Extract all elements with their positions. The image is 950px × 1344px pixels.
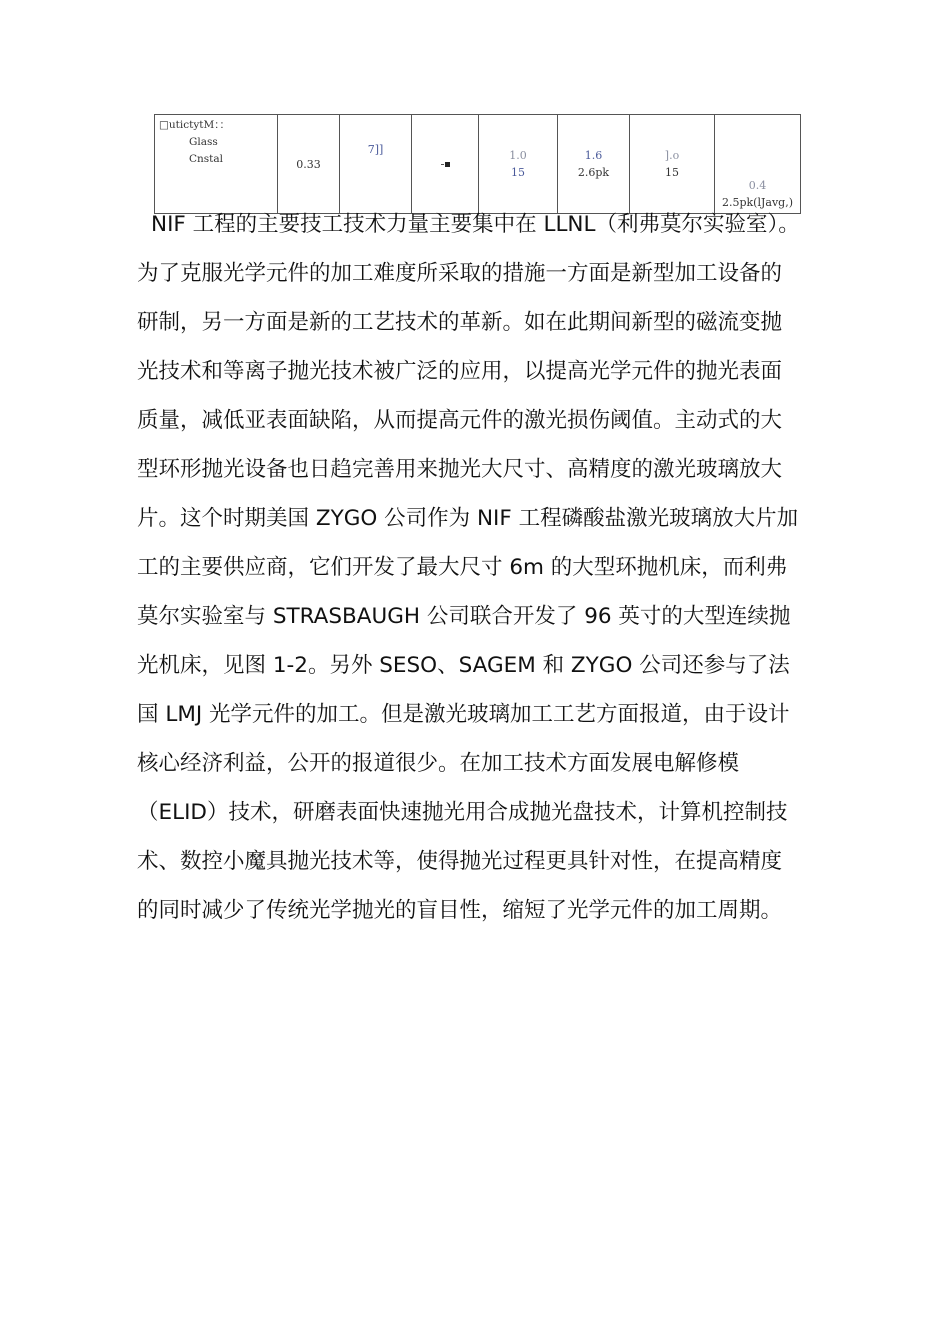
table-cell: [479, 115, 558, 214]
paragraph-line: 研制，另一方面是新的工艺技术的革新。如在此期间新型的磁流变抛: [137, 310, 783, 335]
cell-text: 15: [665, 166, 679, 179]
table-row: [155, 115, 801, 214]
cell-text: 1.0: [509, 149, 527, 162]
table-cell: [340, 115, 412, 214]
table-cell: [412, 115, 479, 214]
paragraph-line: 型环形抛光设备也日趋完善用来抛光大尺寸、高精度的激光玻璃放大: [137, 457, 783, 482]
cell-text: Glass: [189, 136, 218, 148]
paragraph-line: 核心经济利益，公开的报道很少。在加工技术方面发展电解修模: [137, 751, 740, 776]
cell-text: 2.6pk: [577, 166, 610, 179]
dash-mark-icon: [441, 164, 444, 165]
paragraph-line: 为了克服光学元件的加工难度所采取的措施一方面是新型加工设备的: [137, 261, 783, 286]
paragraph-line: 片。这个时期美国 ZYGO 公司作为 NIF 工程磷酸盐激光玻璃放大片加: [137, 506, 799, 531]
cell-text: 1.6: [584, 149, 603, 162]
cell-text: 0.33: [296, 157, 321, 171]
cell-text: ].o: [664, 149, 680, 162]
paragraph-line: 光机床，见图 1-2。另外 SESO、SAGEM 和 ZYGO 公司还参与了法: [137, 653, 790, 678]
cell-text: Cnstal: [189, 153, 224, 165]
cell-text: 0.4: [748, 179, 767, 192]
table-cell: [278, 115, 340, 214]
paragraph-line: 光技术和等离子抛光技术被广泛的应用，以提高光学元件的抛光表面: [137, 359, 783, 384]
square-mark-icon: [445, 162, 450, 167]
paragraph-line: （ELID）技术，研磨表面快速抛光用合成抛光盘技术，计算机控制技: [137, 800, 788, 825]
table-cell: [558, 115, 630, 214]
properties-table: [154, 114, 801, 214]
paragraph-line: 国 LMJ 光学元件的加工。但是激光玻璃加工工艺方面报道，由于设计: [137, 702, 790, 727]
paragraph-line: 莫尔实验室与 STRASBAUGH 公司联合开发了 96 英寸的大型连续抛: [137, 604, 791, 629]
paragraph-line: 术、数控小魔具抛光技术等，使得抛光过程更具针对性，在提高精度: [137, 849, 783, 874]
table-cell: [630, 115, 715, 214]
cell-text: □utictytM：：: [159, 119, 231, 131]
cell-text: 2.5pk(lJavg,): [721, 196, 794, 209]
cell-text: 15: [511, 166, 525, 179]
body-paragraph: [137, 200, 827, 935]
paragraph-line: NIF 工程的主要技工技术力量主要集中在 LLNL（利弗莫尔实验室）。: [151, 212, 800, 237]
paragraph-line: 工的主要供应商，它们开发了最大尺寸 6m 的大型环抛机床，而利弗: [137, 555, 788, 580]
cell-text: 7]]: [367, 143, 384, 156]
paragraph-line: 的同时减少了传统光学抛光的盲目性，缩短了光学元件的加工周期。: [137, 898, 783, 923]
table-cell-material: [155, 115, 278, 214]
table-cell: [715, 115, 801, 214]
paragraph-line: 质量，减低亚表面缺陷，从而提高元件的激光损伤阈值。主动式的大: [137, 408, 783, 433]
